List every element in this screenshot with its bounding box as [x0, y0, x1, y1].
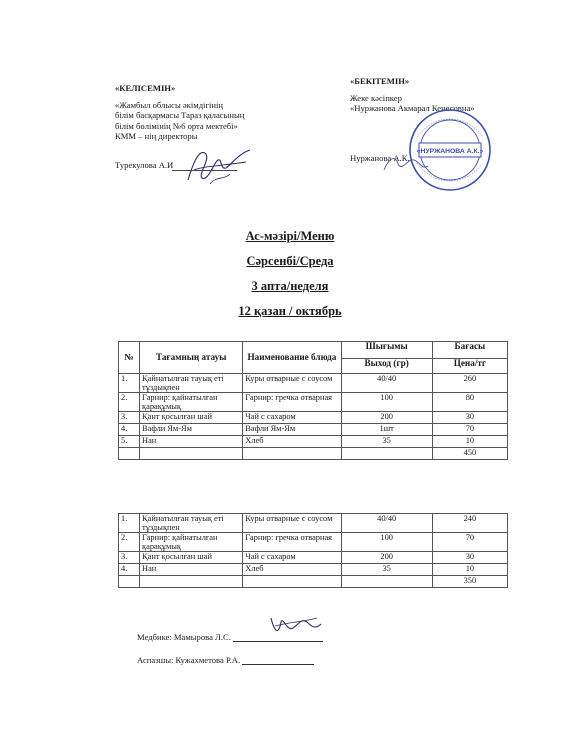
- header-output-kk: Шығымы: [341, 342, 432, 359]
- agreement-block: [115, 83, 244, 142]
- dish-output: 100: [341, 393, 432, 412]
- total-price: 450: [432, 448, 507, 460]
- dish-name-kk: Қант қосылған шай: [140, 552, 243, 564]
- dish-name-kk: Гарнир: қайнатылған қарақұмық: [140, 393, 243, 412]
- header-name-kk: Тағамның атауы: [140, 342, 243, 374]
- dish-name-ru: Гарнир: гречка отварная: [243, 533, 341, 552]
- menu-title: Ас-мәзірі/Меню: [245, 229, 335, 243]
- table-row: [119, 436, 508, 448]
- day-title: Сәрсенбі/Среда: [246, 254, 334, 268]
- dish-price: 30: [432, 552, 507, 564]
- menu-table-1: [118, 341, 508, 460]
- dish-price: 30: [432, 412, 507, 424]
- cook-signature-row: [137, 655, 314, 665]
- agreement-line: білім басқармасы Тараз қаласының: [115, 110, 245, 121]
- row-number: 3.: [119, 552, 140, 564]
- dish-name-kk: Гарнир: қайнатылған қарақұмық: [140, 533, 243, 552]
- total-price: 350: [432, 576, 507, 588]
- signature-line: [233, 641, 323, 642]
- total-row: [119, 576, 508, 588]
- table-row: [119, 533, 508, 552]
- dish-name-kk: Қант қосылған шай: [140, 412, 243, 424]
- total-row: [119, 448, 508, 460]
- week-title: 3 апта/неделя: [251, 279, 329, 293]
- dish-name-ru: Вафли Ям-Ям: [243, 424, 341, 436]
- table-row: [119, 424, 508, 436]
- dish-name-kk: Қайнатылған тауық еті тұздықпен: [140, 514, 243, 533]
- row-number: 5.: [119, 436, 140, 448]
- dish-name-ru: Чай с сахаром: [243, 552, 341, 564]
- row-number: 4.: [119, 424, 140, 436]
- row-number: 2.: [119, 533, 140, 552]
- dish-name-kk: Вафли Ям-Ям: [140, 424, 243, 436]
- svg-text:«НУРЖАНОВА А.К.»: «НУРЖАНОВА А.К.»: [416, 148, 484, 155]
- dish-price: 10: [432, 564, 507, 576]
- approval-line: «Нуржанова Акмарал Кенесовна»: [350, 103, 475, 114]
- menu-table-2: [118, 513, 508, 588]
- header-price-ru: Цена/тг: [432, 359, 507, 374]
- dish-price: 70: [432, 424, 507, 436]
- approval-line: Жеке кәсіпкер: [350, 92, 402, 103]
- row-number: 1.: [119, 374, 140, 393]
- signature-line: [242, 664, 314, 665]
- cook-label: Аспазшы: Кужахметова Р.А.: [137, 655, 241, 665]
- dish-name-ru: Гарнир: гречка отварная: [243, 393, 341, 412]
- table-row: [119, 564, 508, 576]
- dish-output: 40/40: [341, 514, 432, 533]
- dish-name-kk: Нан: [140, 436, 243, 448]
- dish-price: 260: [432, 374, 507, 393]
- dish-name-ru: Хлеб: [243, 436, 341, 448]
- agreement-line: білім бөлімінің №6 орта мектебі»: [115, 120, 238, 131]
- dish-price: 240: [432, 514, 507, 533]
- dish-price: 70: [432, 533, 507, 552]
- dish-output: 35: [341, 436, 432, 448]
- agreement-line: КММ – нің директоры: [115, 131, 198, 142]
- approval-signature: [380, 150, 430, 180]
- dish-name-ru: Хлеб: [243, 564, 341, 576]
- header-name-ru: Наименование блюда: [243, 342, 341, 374]
- header-no: №: [119, 342, 140, 374]
- dish-output: 200: [341, 552, 432, 564]
- dish-name-ru: Чай с сахаром: [243, 412, 341, 424]
- row-number: 3.: [119, 412, 140, 424]
- table-row: [119, 374, 508, 393]
- dish-price: 80: [432, 393, 507, 412]
- table-row: [119, 552, 508, 564]
- table-row: [119, 412, 508, 424]
- row-number: 2.: [119, 393, 140, 412]
- dish-output: 1шт: [341, 424, 432, 436]
- table-row: [119, 514, 508, 533]
- agreement-heading: «КЕЛІСЕМІН»: [115, 83, 176, 93]
- date-title: 12 қазан / октябрь: [238, 304, 342, 318]
- dish-output: 40/40: [341, 374, 432, 393]
- dish-price: 10: [432, 436, 507, 448]
- dish-output: 35: [341, 564, 432, 576]
- dish-name-kk: Нан: [140, 564, 243, 576]
- approval-heading: «БЕКІТЕМІН»: [350, 76, 410, 86]
- table-row: [119, 393, 508, 412]
- row-number: 1.: [119, 514, 140, 533]
- header-price-kk: Бағасы: [432, 342, 507, 359]
- header-output-ru: Выход (гр): [341, 359, 432, 374]
- dish-output: 100: [341, 533, 432, 552]
- row-number: 4.: [119, 564, 140, 576]
- nurse-signature: [265, 612, 325, 640]
- director-signature: [180, 140, 255, 190]
- nurse-label: Медбике: Мамырова Л.С.: [137, 632, 231, 642]
- dish-name-ru: Куры отварные с соусом: [243, 374, 341, 393]
- agreement-signer: Турекулова А.И: [115, 160, 174, 170]
- approval-signer: Нуржанова А.К.: [350, 153, 410, 163]
- dish-name-kk: Қайнатылған тауық еті тұздықпен: [140, 374, 243, 393]
- agreement-line: «Жамбыл облысы әкімдігінің: [115, 99, 223, 110]
- dish-name-ru: Куры отварные с соусом: [243, 514, 341, 533]
- dish-output: 200: [341, 412, 432, 424]
